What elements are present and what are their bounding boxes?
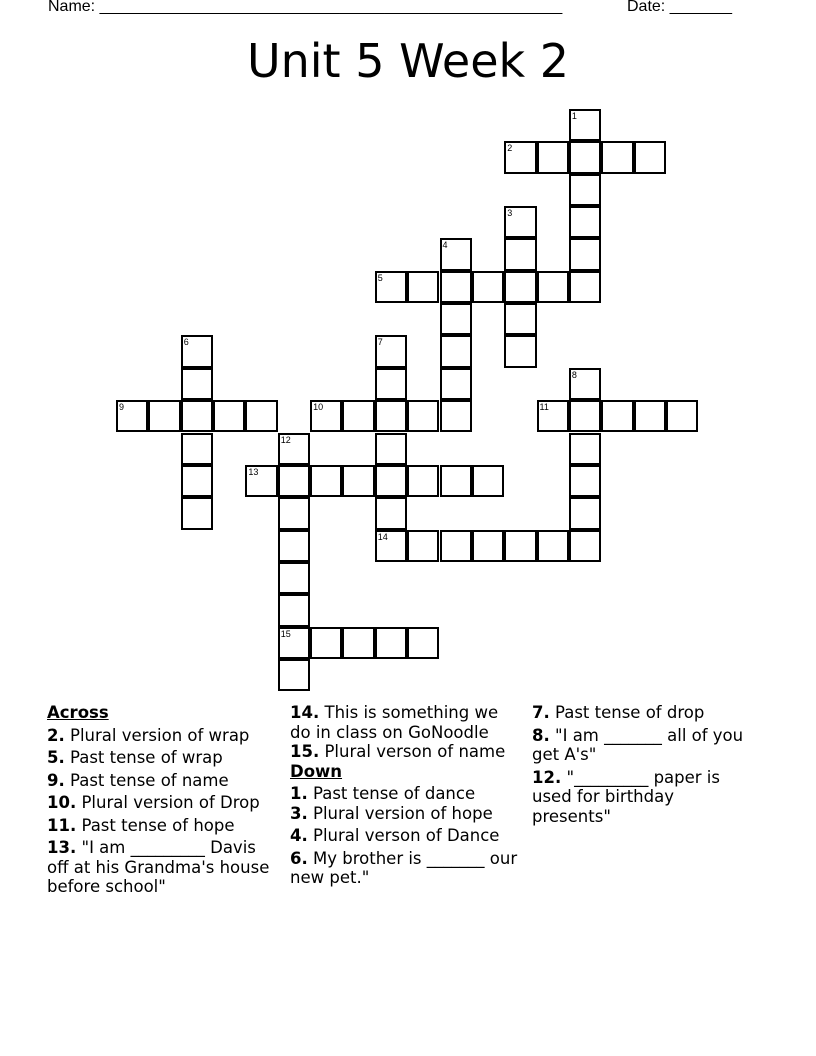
clues-column-3: [532, 703, 747, 829]
clue-text: Plural version of wrap: [70, 725, 250, 745]
page-title: Unit 5 Week 2: [246, 34, 570, 88]
clue-across-5: [47, 748, 279, 768]
grid-cell[interactable]: [440, 335, 472, 367]
clue-text: Plural version of Drop: [81, 793, 260, 812]
clue-number: 1.: [290, 784, 308, 803]
grid-cell[interactable]: [472, 465, 504, 497]
grid-cell[interactable]: [569, 465, 601, 497]
grid-cell[interactable]: [278, 497, 310, 529]
grid-cell[interactable]: [181, 497, 213, 529]
cell-number: 7: [377, 337, 383, 348]
grid-cell[interactable]: [569, 497, 601, 529]
cell-number: 14: [377, 531, 388, 542]
cell-number: 2: [507, 143, 513, 154]
cell-number: 4: [442, 240, 448, 251]
clue-text: Plural verson of name: [324, 742, 506, 761]
clue-number: 9.: [47, 770, 65, 790]
grid-cell[interactable]: [569, 271, 601, 303]
clue-text: This is something we do in class on GoNoodle: [290, 703, 499, 742]
grid-cell[interactable]: [278, 659, 310, 691]
clue-across-13: [47, 838, 279, 897]
grid-cell[interactable]: [375, 465, 407, 497]
cell-number: 6: [183, 337, 189, 348]
grid-cell[interactable]: [213, 400, 245, 432]
clue-across-15: [290, 742, 522, 762]
grid-cell[interactable]: [375, 271, 407, 303]
grid-cell[interactable]: [181, 335, 213, 367]
grid-cell[interactable]: [569, 400, 601, 432]
grid-cell[interactable]: [375, 530, 407, 562]
grid-cell[interactable]: [181, 433, 213, 465]
grid-cell[interactable]: [181, 400, 213, 432]
grid-cell[interactable]: [245, 465, 277, 497]
grid-cell[interactable]: [375, 627, 407, 659]
grid-cell[interactable]: [569, 174, 601, 206]
grid-cell[interactable]: [504, 271, 536, 303]
grid-cell[interactable]: [440, 465, 472, 497]
clue-text: "I am _________ Davis off at his Grandma's house before school": [47, 838, 270, 896]
grid-cell[interactable]: [569, 530, 601, 562]
grid-cell[interactable]: [601, 141, 633, 173]
date-field[interactable]: Date: _______: [627, 0, 732, 15]
grid-cell[interactable]: [245, 400, 277, 432]
grid-cell[interactable]: [148, 400, 180, 432]
clue-down-7: [532, 703, 747, 723]
grid-cell[interactable]: [375, 400, 407, 432]
grid-cell[interactable]: [472, 271, 504, 303]
cell-number: 1: [571, 111, 577, 121]
clue-number: 2.: [47, 725, 65, 745]
cell-number: 8: [571, 369, 577, 380]
grid-cell[interactable]: [504, 141, 536, 173]
grid-cell[interactable]: [342, 627, 374, 659]
clue-text: My brother is _______ our new pet.": [290, 848, 518, 887]
grid-cell[interactable]: [504, 238, 536, 270]
grid-cell[interactable]: [407, 271, 439, 303]
grid-cell[interactable]: [666, 400, 698, 432]
cell-number: 3: [507, 208, 513, 219]
clue-across-10: [47, 793, 279, 813]
grid-cell[interactable]: [278, 465, 310, 497]
clue-down-8: [532, 726, 747, 765]
grid-cell[interactable]: [278, 594, 310, 626]
grid-cell[interactable]: [116, 400, 148, 432]
grid-cell[interactable]: [278, 627, 310, 659]
clue-across-14: [290, 703, 522, 742]
cell-number: 12: [280, 434, 291, 445]
grid-cell[interactable]: [342, 400, 374, 432]
grid-cell[interactable]: [310, 627, 342, 659]
grid-cell[interactable]: [375, 335, 407, 367]
cell-number: 10: [313, 402, 324, 413]
grid-cell[interactable]: [537, 400, 569, 432]
clues-column-1: [47, 703, 279, 900]
clue-number: 4.: [290, 826, 308, 845]
grid-cell[interactable]: [440, 238, 472, 270]
grid-cell[interactable]: [407, 530, 439, 562]
clue-text: Plural verson of Dance: [313, 826, 500, 845]
clue-text: Past tense of wrap: [70, 748, 223, 767]
grid-cell[interactable]: [537, 271, 569, 303]
grid-cell[interactable]: [278, 433, 310, 465]
clue-number: 10.: [47, 793, 77, 812]
clue-text: Past tense of hope: [81, 815, 235, 835]
clue-text: "_________ paper is used for birthday presents": [532, 767, 720, 826]
clue-down-3: [290, 804, 522, 824]
grid-cell[interactable]: [407, 465, 439, 497]
grid-cell[interactable]: [601, 400, 633, 432]
clue-number: 13.: [47, 838, 77, 857]
clue-text: Plural version of hope: [313, 803, 493, 823]
down-heading: Down: [290, 761, 343, 781]
clue-down-4: [290, 826, 522, 846]
cell-number: 9: [119, 402, 125, 413]
clue-number: 5.: [47, 748, 65, 767]
clue-across-9: [47, 771, 279, 791]
grid-cell[interactable]: [181, 368, 213, 400]
clue-down-12: [532, 768, 747, 827]
grid-cell[interactable]: [504, 530, 536, 562]
clue-text: Past tense of dance: [313, 784, 476, 803]
clue-number: 8.: [532, 725, 550, 745]
cell-number: 13: [248, 466, 259, 477]
grid-cell[interactable]: [634, 141, 666, 173]
grid-cell[interactable]: [569, 368, 601, 400]
grid-cell[interactable]: [342, 465, 374, 497]
grid-cell[interactable]: [407, 627, 439, 659]
clue-number: 6.: [290, 848, 308, 868]
across-heading: Across: [47, 703, 109, 722]
grid-cell[interactable]: [310, 465, 342, 497]
clue-across-11: [47, 816, 279, 836]
grid-cell[interactable]: [537, 141, 569, 173]
clue-number: 3.: [290, 803, 308, 823]
grid-cell[interactable]: [375, 497, 407, 529]
clue-across-2: [47, 726, 279, 746]
grid-cell[interactable]: [278, 562, 310, 594]
clue-number: 15.: [290, 742, 320, 761]
clue-text: Past tense of name: [70, 770, 229, 790]
grid-cell[interactable]: [375, 368, 407, 400]
grid-cell[interactable]: [569, 238, 601, 270]
clue-text: Past tense of drop: [555, 703, 705, 722]
grid-cell[interactable]: [569, 206, 601, 238]
grid-cell[interactable]: [504, 206, 536, 238]
cell-number: 5: [377, 272, 383, 283]
grid-cell[interactable]: [440, 303, 472, 335]
grid-cell[interactable]: [634, 400, 666, 432]
clue-number: 7.: [532, 703, 550, 722]
grid-cell[interactable]: [440, 400, 472, 432]
clue-number: 12.: [532, 767, 562, 787]
cell-number: 15: [280, 628, 291, 639]
clue-down-1: [290, 784, 522, 804]
grid-cell[interactable]: [504, 335, 536, 367]
clue-down-6: [290, 849, 522, 888]
grid-cell[interactable]: [440, 530, 472, 562]
grid-cell[interactable]: [181, 465, 213, 497]
grid-cell[interactable]: [310, 400, 342, 432]
grid-cell[interactable]: [569, 141, 601, 173]
grid-cell[interactable]: [375, 433, 407, 465]
grid-cell[interactable]: [407, 400, 439, 432]
clues-column-2: [290, 703, 522, 891]
grid-cell[interactable]: [440, 368, 472, 400]
clue-text: "I am _______ all of you get A's": [532, 725, 744, 764]
grid-cell[interactable]: [504, 303, 536, 335]
grid-cell[interactable]: [537, 530, 569, 562]
clue-number: 11.: [47, 815, 77, 835]
name-field[interactable]: Name: ____________________________________________________: [48, 0, 563, 15]
cell-number: 11: [539, 402, 549, 413]
grid-cell[interactable]: [569, 433, 601, 465]
grid-cell[interactable]: [569, 109, 601, 141]
grid-cell[interactable]: [278, 530, 310, 562]
grid-cell[interactable]: [472, 530, 504, 562]
grid-cell[interactable]: [440, 271, 472, 303]
clue-number: 14.: [290, 703, 320, 722]
